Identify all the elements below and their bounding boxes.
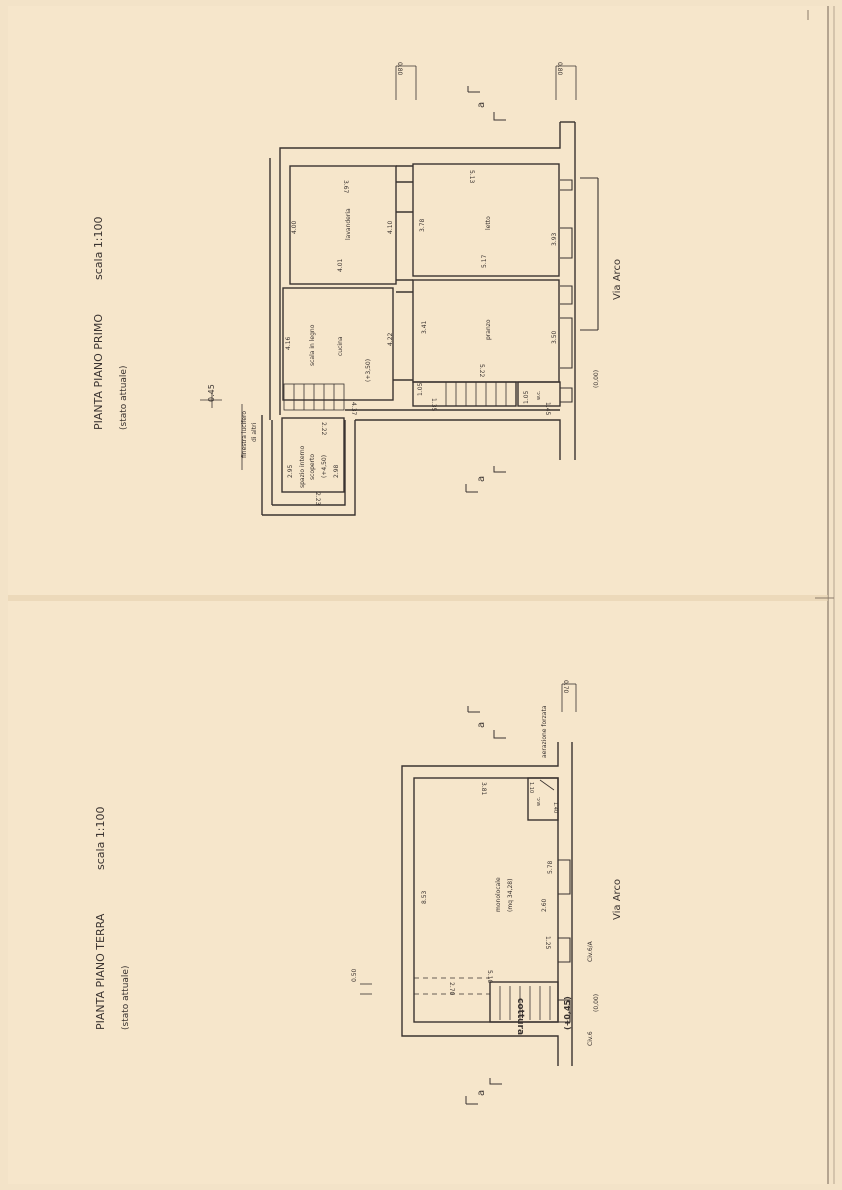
upper-plan-title: PIANTA PIANO PRIMO bbox=[92, 314, 105, 430]
dim-3-81: 3.81 bbox=[480, 782, 487, 796]
lower-plan-scale: scala 1:100 bbox=[94, 806, 107, 870]
lower-plan-title: PIANTA PIANO TERRA bbox=[94, 913, 107, 1030]
room-label-cottura: cottura bbox=[515, 998, 525, 1036]
lower-level: (0,00) bbox=[593, 993, 600, 1012]
dim-1-25: 1.25 bbox=[544, 936, 551, 950]
dim-2-23: 2.23 bbox=[314, 492, 321, 506]
dim-1-40: 1.40 bbox=[552, 802, 558, 814]
upper-section-mark: a bbox=[476, 475, 487, 482]
dim-1-05: 1.05 bbox=[417, 382, 424, 396]
room-label-wc: w.c. bbox=[536, 796, 542, 806]
dim-4-16: 4.16 bbox=[285, 336, 292, 350]
dim-0-80: 0.80 bbox=[556, 62, 563, 76]
dim-0-50: 0.50 bbox=[351, 968, 358, 982]
dim-2-70: 2.70 bbox=[448, 982, 455, 996]
dim-1-10: 1.10 bbox=[528, 782, 534, 794]
dim-1-35: 1.35 bbox=[430, 398, 437, 412]
room-label-pranzo: pranzo bbox=[485, 319, 492, 340]
note-finestra-lucifero: finestra lucifero bbox=[241, 410, 248, 458]
room-label-cucina-level: (+3,50) bbox=[365, 358, 372, 382]
room-label-spazio-level: (+4,50) bbox=[321, 454, 328, 478]
civico-6: Civ.6 bbox=[587, 1031, 594, 1046]
dim-5-17: 5.17 bbox=[481, 254, 488, 268]
dim-5-13: 5.13 bbox=[468, 170, 475, 184]
room-label-spazio: spazio interno bbox=[299, 445, 306, 488]
room-label-area: (mq 34,28) bbox=[507, 878, 514, 912]
dim-4-37: 4.37 bbox=[350, 402, 357, 416]
note-aerazione: aerazione forzata bbox=[541, 705, 548, 758]
room-label-wc: w.c. bbox=[536, 390, 542, 400]
dim-0-70: 0.70 bbox=[562, 680, 569, 694]
civico-6a: Civ.6/A bbox=[587, 941, 594, 962]
dim-3-67: 3.67 bbox=[342, 180, 349, 194]
lower-street-name: Via Arco bbox=[612, 878, 623, 920]
room-label-letto: letto bbox=[485, 216, 492, 230]
dim-3-41: 3.41 bbox=[421, 320, 428, 334]
dim-4-01: 4.01 bbox=[337, 258, 344, 272]
dim-5-10: 5.10 bbox=[486, 970, 493, 984]
dim-4-22: 4.22 bbox=[387, 332, 394, 346]
dim-1-45: 1.45 bbox=[544, 402, 551, 416]
dim-5-78: 5.78 bbox=[547, 860, 554, 874]
dim-2-95: 2.95 bbox=[287, 464, 294, 478]
upper-plan-subtitle: (stato attuale) bbox=[119, 365, 129, 430]
note-di-altri: di altri bbox=[251, 422, 258, 442]
room-label-lavanderia: lavanderia bbox=[345, 208, 352, 240]
room-label-scoperto: scoperto bbox=[309, 453, 316, 480]
room-label-cucina: cucina bbox=[337, 336, 344, 356]
upper-street-name: Via Arco bbox=[612, 258, 623, 300]
dim-0-45: 0.45 bbox=[207, 384, 216, 402]
upper-level: (0,00) bbox=[593, 369, 600, 388]
room-label-scala: scala in legno bbox=[309, 324, 316, 366]
dim-2-98: 2.98 bbox=[333, 464, 340, 478]
dim-1-05: 1.05 bbox=[523, 390, 530, 404]
upper-section-mark: a bbox=[476, 101, 487, 108]
dim-2-60: 2.60 bbox=[541, 898, 548, 912]
lower-section-mark: a bbox=[476, 721, 487, 728]
stair-level: (+0,45) bbox=[563, 996, 572, 1030]
room-label-monolocale: monolocale bbox=[495, 877, 502, 912]
lower-plan-subtitle: (stato attuale) bbox=[121, 965, 131, 1030]
dim-0-80: 0.80 bbox=[396, 62, 403, 76]
upper-plan-scale: scala 1:100 bbox=[92, 216, 105, 280]
dim-3-50: 3.50 bbox=[551, 330, 558, 344]
dim-2-22: 2.22 bbox=[320, 422, 327, 436]
dim-4-00: 4.00 bbox=[291, 220, 298, 234]
dim-3-93: 3.93 bbox=[551, 232, 558, 246]
lower-section-mark: a bbox=[476, 1089, 487, 1096]
dim-4-10: 4.10 bbox=[387, 220, 394, 234]
dim-8-53: 8.53 bbox=[421, 890, 428, 904]
dim-3-78: 3.78 bbox=[419, 218, 426, 232]
dim-5-22: 5.22 bbox=[478, 364, 485, 378]
